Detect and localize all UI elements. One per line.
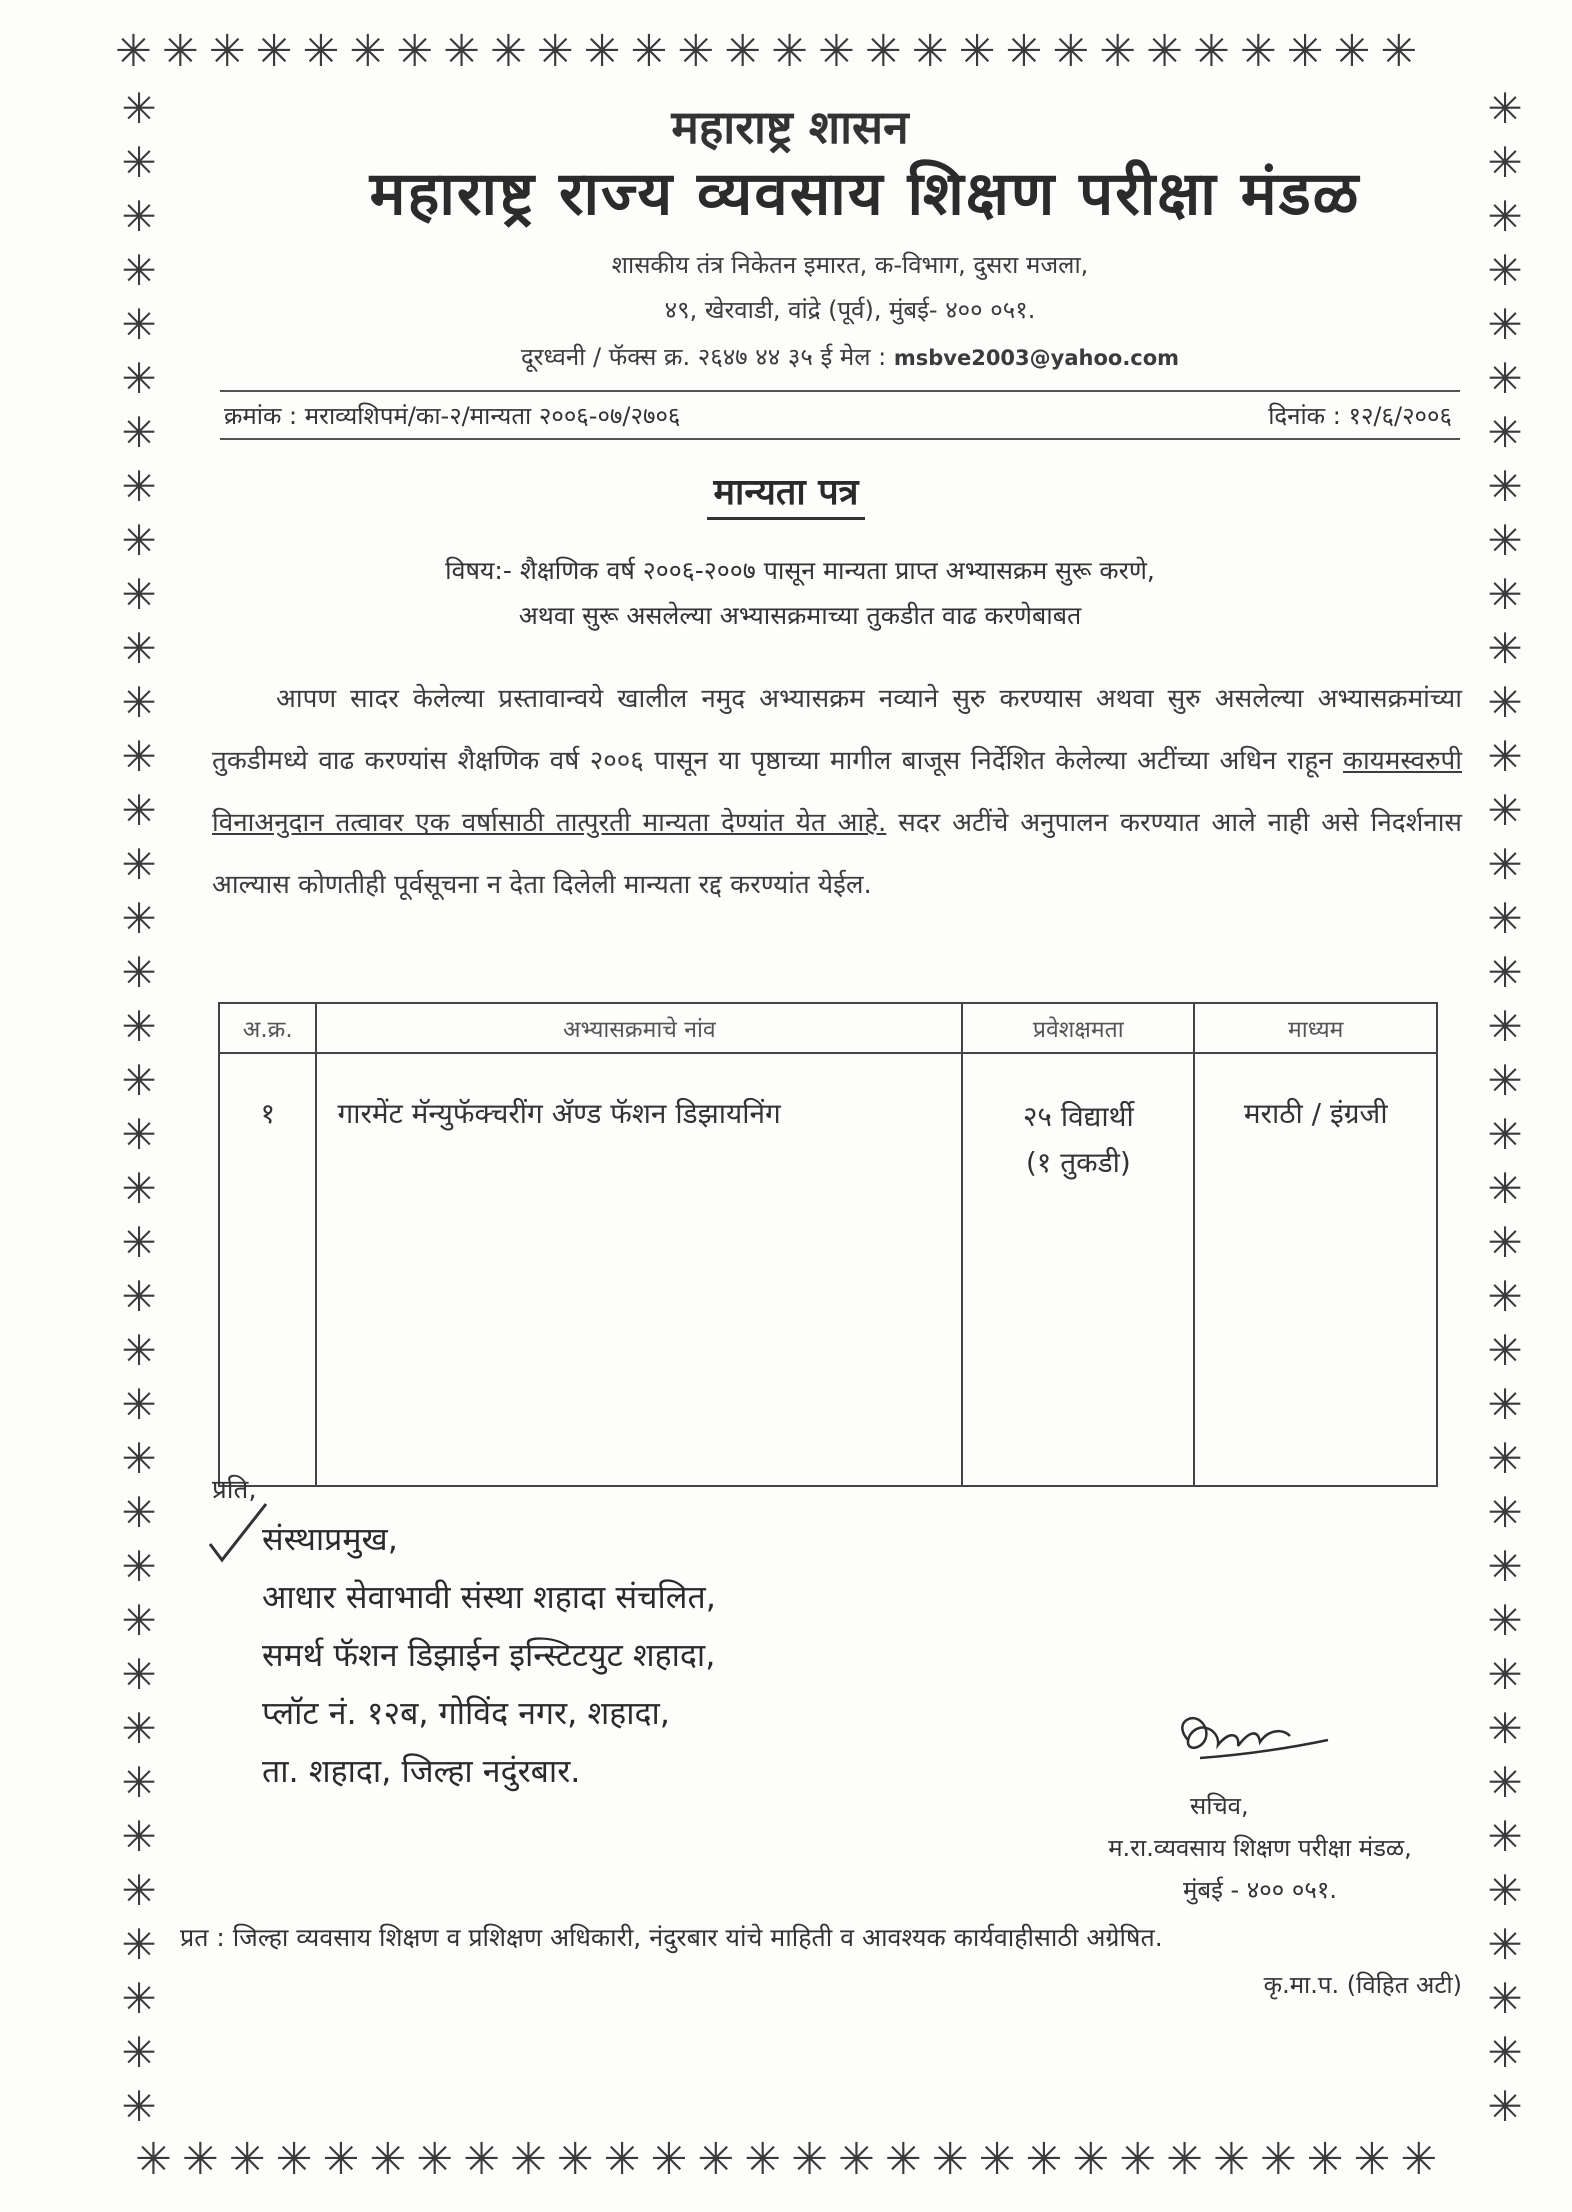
border-left-stars: ✳✳✳✳✳✳✳✳✳✳✳✳✳✳✳✳✳✳✳✳✳✳✳✳✳✳✳✳✳✳✳✳✳✳✳✳✳✳ <box>121 84 157 2131</box>
cell-course: गारमेंट मॅन्युफॅक्चरींग ॲण्ड फॅशन डिझायनिंग <box>316 1053 962 1486</box>
recipient-line: प्लॉट नं. १२ब, गोविंद नगर, शहादा, <box>262 1694 670 1732</box>
contact-label: दूरध्वनी / फॅक्स क्र. २६४७ ४४ ३५ ई मेल : <box>520 343 887 371</box>
border-bottom-stars: ✳✳✳✳✳✳✳✳✳✳✳✳✳✳✳✳✳✳✳✳✳✳✳✳✳✳✳✳ <box>135 2138 1448 2185</box>
letter-title <box>0 466 1572 515</box>
subject-line-1: विषय:- शैक्षणिक वर्ष २००६-२००७ पासून मान्यता प्राप्त अभ्यासक्रम सुरू करणे, <box>445 556 1155 585</box>
cell-intake-divisions: (१ तुकडी) <box>1025 1146 1131 1179</box>
signatory-organisation: म.रा.व्यवसाय शिक्षण परीक्षा मंडळ, <box>1108 1834 1412 1862</box>
body-underlined-approval: कायमस्वरुपी विनाअनुदान तत्वावर एक वर्षासाठी तात्पुरती मान्यता देण्यांत येत आहे. <box>212 746 1462 838</box>
contact-line <box>300 340 1400 373</box>
copy-note: कृ.मा.प. (विहित अटी) <box>1263 1971 1462 1999</box>
header-course: अभ्यासक्रमाचे नांव <box>316 1003 962 1053</box>
cell-intake <box>962 1053 1194 1486</box>
address-line-2: ४९, खेरवाडी, वांद्रे (पूर्व), मुंबई- ४०० ०५१. <box>664 296 1036 324</box>
letter-title-text: मान्यता पत्र <box>707 472 864 520</box>
body-part-1: आपण सादर केलेल्या प्रस्तावान्वये खालील नमुद अभ्यासक्रम नव्याने सुरु करण्यास अथवा सुरु असलेल्या अभ्यासक्रमांच्या तुकडीमध्ये वाढ करण्यांस शैक्षणिक वर्ष २००६ पासून या पृष्ठाच्या मागील बाजूस निर्देशित केलेल्या अटींच्या अधिन राहून <box>212 684 1462 776</box>
header-medium: माध्यम <box>1194 1003 1437 1053</box>
cell-sr: १ <box>219 1053 316 1486</box>
email-address: msbve2003@yahoo.com <box>893 346 1180 370</box>
reference-line <box>220 390 1460 440</box>
cell-medium: मराठी / इंग्रजी <box>1194 1053 1437 1486</box>
recipient-line: ता. शहादा, जिल्हा नदुंरबार. <box>262 1752 581 1790</box>
board-name-heading: महाराष्ट्र राज्य व्यवसाय शिक्षण परीक्षा मंडळ <box>369 159 1361 229</box>
border-top-stars: ✳✳✳✳✳✳✳✳✳✳✳✳✳✳✳✳✳✳✳✳✳✳✳✳✳✳✳✳ <box>115 30 1428 77</box>
to-label: प्रति, <box>212 1475 257 1505</box>
body-part-2: सदर अटींचे अनुपालन करण्यात आले नाही असे निदर्शनास आल्यास कोणतीही पूर्वसूचना न देता दिलेली मान्यता रद्द करण्यांत येईल. <box>212 808 1463 900</box>
signatory-block <box>1050 1785 1470 1911</box>
recipient-line: समर्थ फॅशन डिझाईन इन्स्टिटयुट शहादा, <box>262 1636 716 1674</box>
recipient-line: आधार सेवाभावी संस्था शहादा संचलित, <box>262 1578 716 1616</box>
header-intake: प्रवेशक्षमता <box>962 1003 1194 1053</box>
address-line-1: शासकीय तंत्र निकेतन इमारत, क-विभाग, दुसरा मजला, <box>611 251 1089 279</box>
copy-forwarded-line: प्रत : जिल्हा व्यवसाय शिक्षण व प्रशिक्षण अधिकारी, नंदुरबार यांचे माहिती व आवश्यक कार्यवाहीसाठी अग्रेषित. <box>180 1923 1163 1952</box>
table-header-row <box>219 1003 1437 1053</box>
government-heading: महाराष्ट्र शासन <box>671 100 909 154</box>
recipient-line: संस्थाप्रमुख, <box>262 1520 398 1558</box>
border-right-stars: ✳✳✳✳✳✳✳✳✳✳✳✳✳✳✳✳✳✳✳✳✳✳✳✳✳✳✳✳✳✳✳✳✳✳✳✳✳✳ <box>1487 84 1523 2131</box>
table-row <box>219 1053 1437 1486</box>
recipient-address <box>262 1510 716 1800</box>
course-table <box>218 1002 1438 1487</box>
letter-date: दिनांक : १२/६/२००६ <box>1268 402 1452 430</box>
reference-number: क्रमांक : मराव्यशिपमं/का-२/मान्यता २००६-०७/२७०६ <box>224 402 681 430</box>
header-sr: अ.क्र. <box>219 1003 316 1053</box>
body-paragraph <box>212 668 1462 916</box>
signatory-city: मुंबई - ४०० ०५१. <box>1183 1876 1337 1904</box>
signatory-title: सचिव, <box>1190 1792 1249 1820</box>
subject-line-2: अथवा सुरू असलेल्या अभ्यासक्रमाच्या तुकडीत वाढ करणेबाबत <box>518 601 1082 630</box>
cell-intake-count: २५ विद्यार्थी <box>1022 1100 1134 1133</box>
handwritten-signature <box>1160 1700 1330 1780</box>
